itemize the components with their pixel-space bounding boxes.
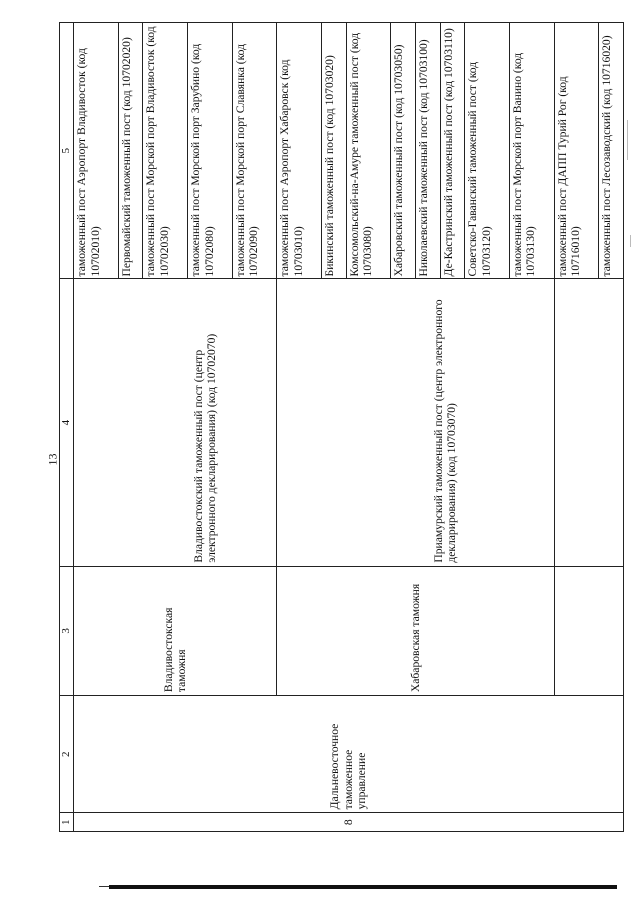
sub-post: Бикинский таможенный пост (код 10703020) (322, 23, 347, 279)
sub-post: таможенный пост Морской порт Ванино (код 10703130) (509, 23, 554, 279)
customs-post (73, 279, 276, 566)
customs-name (554, 566, 623, 695)
sub-post: таможенный пост Аэропорт Хабаровск (код 10703010) (277, 23, 322, 279)
administration-name: Дальневосточное таможенное управление (73, 696, 623, 813)
customs-post (554, 279, 623, 566)
sub-post: Первомайский таможенный пост (код 10702020) (118, 23, 143, 279)
sub-post: таможенный пост Морской порт Славянка (код 10702090) (232, 23, 277, 279)
row-number: 8 (73, 813, 623, 832)
sub-post: Хабаровский таможенный пост (код 10703050) (391, 23, 416, 279)
sub-post: Комсомольский-на-Амуре таможенный пост (код 10703080) (346, 23, 391, 279)
customs-name: Владивостокская таможня (73, 566, 276, 695)
customs-post-text: Приамурский таможенный пост (центр электронного декларирования) (код 10703070) (431, 299, 459, 563)
col-header-5: 5 (60, 23, 74, 279)
sub-post: таможенный пост Морской порт Зарубино (код 10702080) (187, 23, 232, 279)
bottom-rule-tick (99, 886, 109, 887)
col-header-4: 4 (60, 279, 74, 566)
scan-mark (627, 120, 628, 160)
sub-post: таможенный пост ДАПП Турий Рог (код 10716010) (554, 23, 599, 279)
scan-mark (630, 235, 631, 247)
sub-post: таможенный пост Аэропорт Владивосток (код 10702010) (73, 23, 118, 279)
col-header-3: 3 (60, 566, 74, 695)
customs-post-text: Владивостокский таможенный пост (центр электронного декларирования) (код 10702070) (191, 333, 219, 563)
page-number: 13 (45, 453, 60, 466)
sub-post: Де-Кастринский таможенный пост (код 10703110) (440, 23, 465, 279)
sub-post: Советско-Гаванский таможенный пост (код 10703120) (465, 23, 510, 279)
table-row (73, 23, 118, 832)
customs-name: Хабаровская таможня (277, 566, 554, 695)
sub-post: Николаевский таможенный пост (код 10703100) (415, 23, 440, 279)
col-header-1: 1 (60, 813, 74, 832)
sub-post: таможенный пост Лесозаводский (код 10716020) (599, 23, 624, 279)
sub-post: таможенный пост Морской порт Владивосток (код 10702030) (143, 23, 188, 279)
bottom-rule (109, 885, 617, 889)
customs-table (59, 22, 624, 832)
col-header-2: 2 (60, 696, 74, 813)
customs-post (277, 279, 554, 566)
header-row (60, 23, 74, 832)
rotated-table-container (59, 22, 624, 832)
